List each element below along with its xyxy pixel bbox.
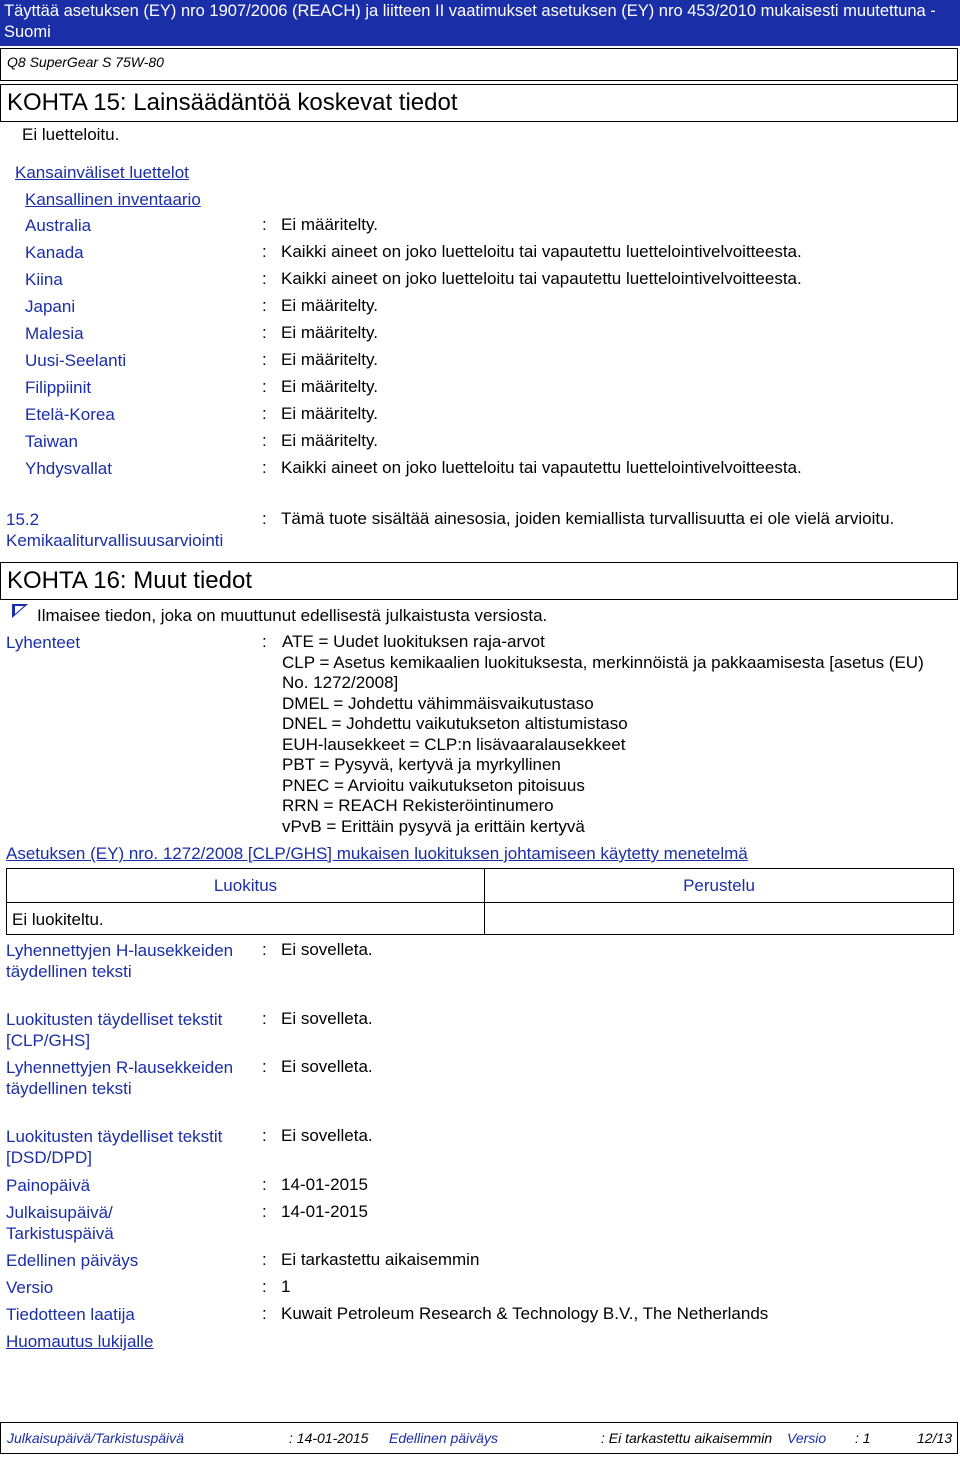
inventory-row: [0, 296, 960, 323]
colon: :: [262, 1250, 267, 1269]
inventory-country: Taiwan: [25, 432, 78, 451]
inventory-row: [0, 242, 960, 269]
footer-previous-label: Edellinen päiväys: [389, 1430, 498, 1446]
colon: :: [262, 1202, 267, 1221]
colon: :: [262, 1009, 267, 1028]
dsd-classification-label: Luokitusten täydelliset tekstit [DSD/DPD]: [6, 1127, 223, 1167]
footer-version-value: : 1: [855, 1430, 871, 1446]
footer-issue-value: : 14-01-2015: [289, 1430, 369, 1446]
inventory-country: Kiina: [25, 270, 63, 289]
inventory-value: Ei määritelty.: [281, 296, 378, 315]
version-value: 1: [281, 1277, 291, 1296]
colon: :: [262, 350, 267, 369]
inventory-value: Kaikki aineet on joko luetteloitu tai vapautettu luettelointivelvoitteesta.: [281, 458, 802, 477]
inventory-country: Kanada: [25, 243, 84, 262]
footer-previous-value: : Ei tarkastettu aikaisemmin: [601, 1430, 773, 1446]
abbreviation-item: PNEC = Arvioitu vaikutukseton pitoisuus: [282, 775, 585, 795]
colon: :: [262, 509, 267, 528]
footer-version-label: Versio: [787, 1430, 827, 1446]
inventory-value: Kaikki aineet on joko luetteloitu tai vapautettu luettelointivelvoitteesta.: [281, 242, 802, 261]
inventory-country: Malesia: [25, 324, 84, 343]
dsd-classification-value: Ei sovelleta.: [281, 1126, 373, 1145]
inventory-row: [0, 323, 960, 350]
inventory-value: Ei määritelty.: [281, 215, 378, 234]
abbreviation-item: PBT = Pysyvä, kertyvä ja myrkyllinen: [282, 755, 561, 774]
inventory-value: Ei määritelty.: [281, 431, 378, 450]
product-name-bar: [0, 48, 958, 81]
inventory-value: Ei määritelty.: [281, 323, 378, 342]
issue-date-value: 14-01-2015: [281, 1202, 368, 1221]
colon: :: [262, 431, 267, 450]
colon: :: [262, 1304, 267, 1323]
print-date-value: 14-01-2015: [281, 1175, 368, 1194]
colon: :: [262, 1277, 267, 1296]
clp-classification-value: Ei sovelleta.: [281, 1009, 373, 1028]
section-15-title: KOHTA 15: Lainsäädäntöä koskevat tiedot: [7, 89, 458, 116]
table-header-justification: Perustelu: [484, 868, 954, 902]
colon: :: [262, 632, 267, 651]
not-listed-text: Ei luetteloitu.: [22, 125, 120, 144]
colon: :: [262, 1126, 267, 1145]
h-statements-value: Ei sovelleta.: [281, 940, 373, 959]
inventory-value: Ei määritelty.: [281, 350, 378, 369]
colon: :: [262, 296, 267, 315]
colon: :: [262, 323, 267, 342]
section-15-heading: [0, 84, 958, 122]
colon: :: [262, 242, 267, 261]
inventory-country: Australia: [25, 216, 92, 235]
abbreviations-label: Lyhenteet: [6, 633, 81, 652]
colon: :: [262, 1057, 267, 1076]
abbreviations-list: [282, 632, 942, 837]
inventory-row: [0, 350, 960, 377]
inventory-country: Japani: [25, 297, 76, 316]
abbreviation-item: vPvB = Erittäin pysyvä ja erittäin kertyvä: [282, 816, 585, 836]
h-statements-label: Lyhennettyjen H-lausekkeiden täydellinen teksti: [6, 941, 234, 981]
abbreviation-item: DMEL = Johdettu vähimmäisvaikutustaso: [282, 693, 594, 713]
footer-page-number: 12/13: [917, 1430, 953, 1446]
print-date-label: Painopäivä: [6, 1176, 91, 1195]
abbreviation-item: CLP = Asetus kemikaalien luokituksesta, merkinnöistä ja pakkaamisesta [asetus (EU) No. 1272/2008]: [282, 652, 924, 692]
version-label: Versio: [6, 1278, 54, 1297]
inventory-value: Ei määritelty.: [281, 377, 378, 396]
r-phrases-value: Ei sovelleta.: [281, 1057, 373, 1076]
document-header-title: Täyttää asetuksen (EY) nro 1907/2006 (REACH) ja liitteen II vaatimukset asetuksen (EY) nro 453/2010 mukaisesti muutettuna - Suomi: [0, 0, 960, 46]
clp-classification-label: Luokitusten täydelliset tekstit [CLP/GHS]: [6, 1010, 223, 1050]
csa-label: Kemikaaliturvallisuusarviointi: [6, 531, 224, 550]
prepared-by-label: Tiedotteen laatija: [6, 1305, 135, 1324]
change-note: Ilmaisee tiedon, joka on muuttunut edellisestä julkaistusta versiosta.: [37, 606, 548, 625]
page-footer: [0, 1422, 958, 1454]
inventory-value: Kaikki aineet on joko luetteloitu tai vapautettu luettelointivelvoitteesta.: [281, 269, 802, 288]
inventory-row: [0, 431, 960, 458]
colon: :: [262, 269, 267, 288]
inventory-row: [0, 404, 960, 431]
colon: :: [262, 940, 267, 959]
abbreviation-item: ATE = Uudet luokituksen raja-arvot: [282, 632, 545, 651]
inventory-country: Uusi-Seelanti: [25, 351, 127, 370]
table-header-classification: Luokitus: [6, 868, 485, 902]
national-inventory-link[interactable]: Kansallinen inventaario: [25, 190, 201, 209]
table-cell-classification: Ei luokiteltu.: [6, 902, 485, 935]
inventory-row: [0, 458, 960, 485]
r-phrases-label: Lyhennettyjen R-lausekkeiden täydellinen teksti: [6, 1058, 234, 1098]
change-marker-icon: [12, 604, 28, 618]
abbreviation-item: RRN = REACH Rekisteröintinumero: [282, 796, 554, 815]
footer-issue-label: Julkaisupäivä/Tarkistuspäivä: [7, 1430, 184, 1446]
colon: :: [262, 377, 267, 396]
product-name: Q8 SuperGear S 75W-80: [7, 54, 164, 70]
colon: :: [262, 404, 267, 423]
abbreviation-item: EUH-lausekkeet = CLP:n lisävaaralausekkeet: [282, 734, 626, 754]
issue-date-label: Julkaisupäivä/ Tarkistuspäivä: [6, 1203, 114, 1243]
notice-to-reader-link[interactable]: Huomautus lukijalle: [6, 1332, 154, 1351]
previous-date-value: Ei tarkastettu aikaisemmin: [281, 1250, 480, 1269]
classification-table: [6, 868, 954, 935]
colon: :: [262, 458, 267, 477]
inventory-value: Ei määritelty.: [281, 404, 378, 423]
inventory-country: Filippiinit: [25, 378, 92, 397]
csa-value: Tämä tuote sisältää ainesosia, joiden kemiallista turvallisuutta ei ole vielä arvioitu.: [281, 509, 895, 528]
section-16-heading: [0, 562, 958, 600]
inventory-country: Yhdysvallat: [25, 459, 112, 478]
section-16-title: KOHTA 16: Muut tiedot: [7, 567, 253, 594]
prepared-by-value: Kuwait Petroleum Research & Technology B.V., The Netherlands: [281, 1304, 769, 1323]
csa-section-number: 15.2: [6, 510, 40, 529]
international-lists-link[interactable]: Kansainväliset luettelot: [15, 163, 189, 182]
colon: :: [262, 1175, 267, 1194]
abbreviation-item: DNEL = Johdettu vaikutukseton altistumistaso: [282, 714, 628, 733]
table-cell-justification: [484, 902, 954, 935]
inventory-row: [0, 215, 960, 242]
colon: :: [262, 215, 267, 234]
previous-date-label: Edellinen päiväys: [6, 1251, 139, 1270]
clp-method-link[interactable]: Asetuksen (EY) nro. 1272/2008 [CLP/GHS] mukaisen luokituksen johtamiseen käytetty menetelmä: [6, 844, 748, 863]
inventory-row: [0, 269, 960, 296]
inventory-row: [0, 377, 960, 404]
inventory-country: Etelä-Korea: [25, 405, 115, 424]
